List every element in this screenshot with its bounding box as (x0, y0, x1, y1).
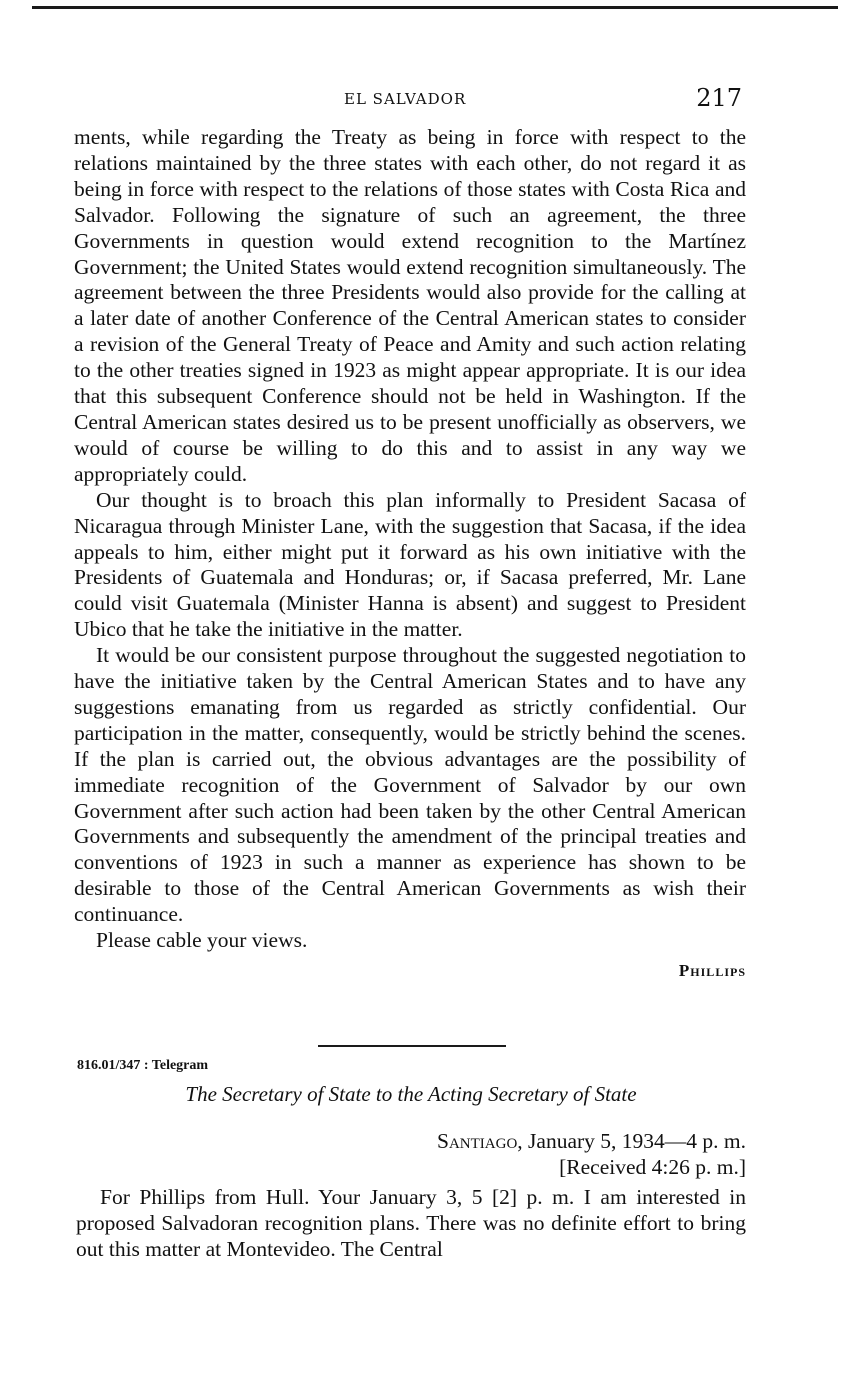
paragraph-request: Please cable your views. (96, 928, 308, 953)
paragraph-purpose: It would be our consistent purpose throughout the suggested negotiation to have the initiative taken by the Central American States and to have any suggestions emanating from us regarded as strictly confidential. Our participation in the matter, consequently, would be strictly behind the scenes. If the plan is carried out, the obvious advantages are the possibility of immediate recognition of the Government of Salvador by our own Government after such action had been taken by the other Central American Governments and subsequently the amendment of the principal treaties and conventions of 1923 in such a manner as experience has shown to be desirable to those of the Central American Governments as wish their continuance. (74, 643, 746, 927)
received-line: [Received 4:26 p. m.] (559, 1154, 746, 1179)
running-title: EL SALVADOR (344, 90, 467, 108)
place-name: Santiago (437, 1129, 518, 1153)
top-rule (32, 6, 838, 9)
sent-line (437, 1129, 746, 1155)
file-reference: 816.01/347 : Telegram (77, 1058, 209, 1073)
page-number: 217 (696, 84, 742, 112)
signature: Phillips (678, 961, 746, 980)
date-time: , January 5, 1934—4 p. m. (517, 1129, 746, 1153)
telegram-body (76, 1185, 746, 1263)
dateline (437, 1129, 746, 1181)
paragraph-plan: Our thought is to broach this plan informally to President Sacasa of Nicaragua through Minister Lane, with the suggestion that Sacasa, if the idea appeals to him, either might put it forward as his own initiative with the Presidents of Guatemala and Honduras; or, if Sacasa preferred, Mr. Lane could visit Guatemala (Minister Hanna is absent) and suggest to President Ubico that he take the initiative in the matter. (74, 487, 746, 642)
main-text (74, 125, 746, 984)
document-title: The Secretary of State to the Acting Secretary of State (185, 1082, 637, 1106)
telegram-paragraph: For Phillips from Hull. Your January 3, 5 [2] p. m. I am interested in proposed Salvadoran recognition plans. There was no definite effort to bring out this matter at Montevideo. The Central (76, 1185, 746, 1261)
paragraph-continuation: ments, while regarding the Treaty as being in force with respect to the relations maintained by the three states with each other, do not regard it as being in force with respect to the relations of those states with Costa Rica and Salvador. Following the signature of such an agreement, the three Governments in question would extend recognition to the Martínez Government; the United States would extend recognition simultaneously. The agreement between the three Presidents would also provide for the calling at a later date of another Conference of the Central American states to consider a revision of the General Treaty of Peace and Amity and such action relating to the other treaties signed in 1923 as might appear appropriate. It is our idea that this subsequent Conference should not be held in Washington. If the Central American states desired us to be present unofficially as observers, we would of course be willing to do this and to assist in any way we appropriately could. (74, 125, 746, 486)
section-divider (318, 1045, 506, 1047)
running-head (0, 84, 858, 112)
